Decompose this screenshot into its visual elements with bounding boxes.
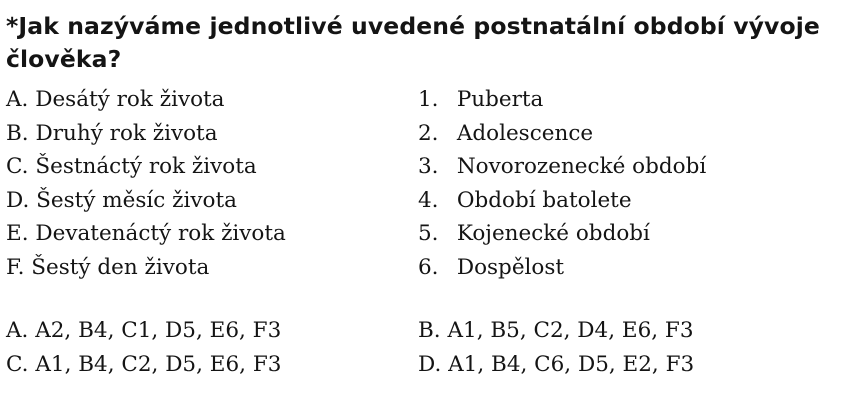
left-item-e <box>6 217 286 251</box>
right-item-4 <box>418 184 706 218</box>
right-item-text: Puberta <box>456 87 544 112</box>
left-item-b <box>6 117 286 151</box>
right-item-key: 2. <box>418 120 439 146</box>
right-item-text: Období batolete <box>456 187 632 213</box>
left-column <box>6 83 286 284</box>
answer-key: A. <box>6 318 29 343</box>
left-item-key: D. <box>6 187 30 213</box>
answer-text: A1, B4, C6, D5, E2, F3 <box>448 351 695 377</box>
answer-key: C. <box>6 351 29 377</box>
right-item-1 <box>418 83 706 117</box>
right-item-key: 6. <box>418 254 439 280</box>
left-item-key: B. <box>6 120 29 146</box>
answer-option-d[interactable] <box>418 348 694 382</box>
question-text: *Jak nazýváme jednotlivé uvedené postnatální období vývoje člověka? <box>6 12 820 73</box>
right-item-text: Adolescence <box>456 120 594 146</box>
right-item-key: 3. <box>418 154 439 179</box>
left-item-key: A. <box>6 87 29 112</box>
answer-key: D. <box>418 351 442 377</box>
left-item-d <box>6 184 286 218</box>
right-item-3 <box>418 150 706 184</box>
right-item-6 <box>418 251 706 285</box>
answer-option-c[interactable] <box>6 348 281 382</box>
answer-options-left <box>6 314 281 381</box>
left-item-key: E. <box>6 221 29 246</box>
left-item-key: F. <box>6 254 25 280</box>
left-item-text: Druhý rok života <box>35 120 218 146</box>
left-item-text: Devatenáctý rok života <box>35 221 286 246</box>
left-item-text: Desátý rok života <box>35 87 225 112</box>
left-item-a <box>6 83 286 117</box>
left-item-key: C. <box>6 154 29 179</box>
right-item-key: 4. <box>418 187 439 213</box>
answer-text: A1, B4, C2, D5, E6, F3 <box>35 351 282 377</box>
answer-option-a[interactable] <box>6 314 281 348</box>
answer-key: B. <box>418 318 441 343</box>
answer-text: A2, B4, C1, D5, E6, F3 <box>35 318 282 343</box>
answer-option-b[interactable] <box>418 314 694 348</box>
right-item-text: Novorozenecké období <box>456 154 707 179</box>
answer-options-right <box>418 314 694 381</box>
left-item-f <box>6 251 286 285</box>
answer-text: A1, B5, C2, D4, E6, F3 <box>447 318 694 343</box>
left-item-text: Šestý den života <box>31 254 210 280</box>
right-item-text: Kojenecké období <box>456 221 650 246</box>
right-column <box>418 83 706 284</box>
left-item-text: Šestý měsíc života <box>36 187 237 213</box>
right-item-2 <box>418 117 706 151</box>
right-item-key: 5. <box>418 221 439 246</box>
left-item-text: Šestnáctý rok života <box>35 154 257 179</box>
right-item-text: Dospělost <box>456 254 565 280</box>
right-item-5 <box>418 217 706 251</box>
right-item-key: 1. <box>418 87 439 112</box>
left-item-c <box>6 150 286 184</box>
